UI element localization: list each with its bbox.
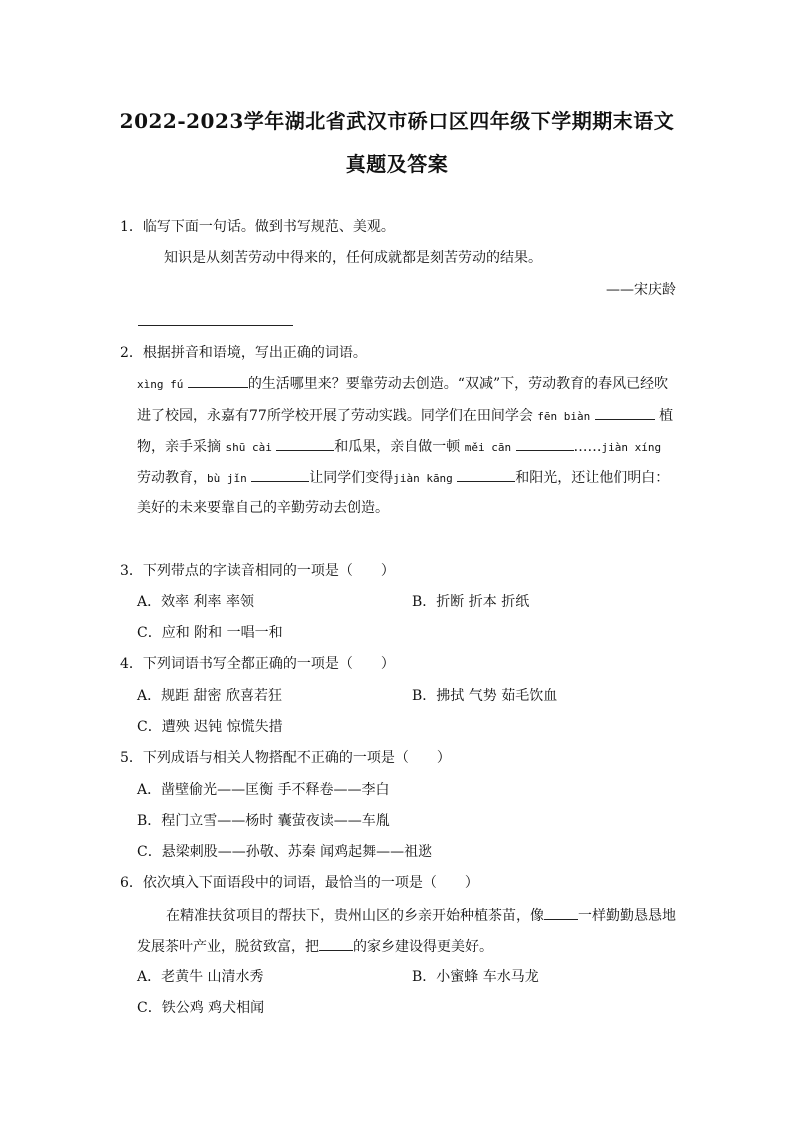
q6-stem: 6．依次填入下面语段中的词语，最恰当的一项是（ ） <box>120 875 479 891</box>
q1-quote: 知识是从刻苦劳动中得来的，任何成就都是刻苦劳动的结果。 <box>164 250 542 266</box>
q3-option-c[interactable]: C．应和 附和 一唱一和 <box>137 625 283 641</box>
q2-line-1-text: 的生活哪里来？要靠劳动去创造。“双减”下，劳动教育的春风已经吹 <box>247 376 669 392</box>
q6-passage-2-text-b: 的家乡建设得更美好。 <box>353 939 493 955</box>
q4-option-a[interactable]: A．规距 甜密 欣喜若狂 <box>137 688 283 704</box>
q5-option-b[interactable]: B．程门立雪——杨时 囊萤夜读——车胤 <box>137 813 390 829</box>
q5-option-a[interactable]: A．凿壁偷光——匡衡 手不释卷——李白 <box>137 782 390 798</box>
q6-passage-2-text-a: 发展茶叶产业，脱贫致富，把 <box>137 939 319 955</box>
answer-blank-4[interactable] <box>516 436 574 451</box>
q2-line-3-text-b: 和瓜果，亲自做一顿 <box>334 439 461 455</box>
pinyin-jianxing: jiàn xíng <box>601 441 662 454</box>
q1-writing-line[interactable] <box>138 325 293 326</box>
q1-author: ——宋庆龄 <box>606 282 676 298</box>
q2-line-4-text-b: 让同学们变得 <box>309 470 394 486</box>
q2-line-4-text-a: 劳动教育， <box>137 470 207 486</box>
pinyin-jiankang: jiàn kāng <box>393 472 453 485</box>
answer-blank-5[interactable] <box>251 467 309 482</box>
q2-stem: 2．根据拼音和语境，写出正确的词语。 <box>120 345 367 361</box>
q6-passage-1-text-b: 一样勤勤恳恳地 <box>578 908 676 924</box>
q1-stem: 1．临写下面一句话。做到书写规范、美观。 <box>120 219 395 235</box>
q5-option-c[interactable]: C．悬梁刺股——孙敬、苏秦 闻鸡起舞——祖逖 <box>137 844 433 860</box>
q4-stem: 4．下列词语书写全都正确的一项是（ ） <box>120 656 395 672</box>
q6-passage-1-text-a: 在精准扶贫项目的帮扶下，贵州山区的乡亲开始种植茶苗，像 <box>166 908 544 924</box>
answer-blank-3[interactable] <box>276 436 334 451</box>
pinyin-xingfu: xìng fú <box>137 378 184 391</box>
answer-blank-1[interactable] <box>188 373 248 388</box>
q6-blank-1[interactable] <box>544 905 578 920</box>
q3-stem: 3．下列带点的字读音相同的一项是（ ） <box>120 563 395 579</box>
q2-line-4-text-c: 和阳光，还让他们明白： <box>515 470 670 486</box>
document-title-line-1: 2022-2023学年湖北省武汉市硚口区四年级下学期期末语文 <box>119 109 675 133</box>
q2-line-2-end: 植 <box>659 408 674 424</box>
q2-line-2 <box>137 405 673 427</box>
pinyin-meican: měi cān <box>464 441 512 454</box>
q2-line-1 <box>137 373 668 395</box>
q4-option-b[interactable]: B．拂拭 气势 茹毛饮血 <box>412 688 558 704</box>
q3-option-a[interactable]: A．效率 利率 率领 <box>137 594 255 610</box>
q2-line-4 <box>137 467 669 489</box>
q2-line-3-text-c: …… <box>573 439 602 455</box>
q2-line-3 <box>137 436 661 458</box>
document-title-line-2: 真题及答案 <box>345 152 449 176</box>
q6-blank-2[interactable] <box>319 936 353 951</box>
pinyin-bujin: bù jǐn <box>207 472 247 485</box>
q6-option-c[interactable]: C．铁公鸡 鸡犬相闻 <box>137 1000 265 1016</box>
pinyin-shucai: shū cài <box>225 441 272 454</box>
q6-passage-line-2 <box>137 936 493 957</box>
pinyin-fenbian: fēn biàn <box>537 410 591 423</box>
q3-option-b[interactable]: B．折断 折本 折纸 <box>412 594 530 610</box>
q2-line-3-text-a: 物，亲手采摘 <box>137 439 221 455</box>
q5-stem: 5．下列成语与相关人物搭配不正确的一项是（ ） <box>120 750 451 766</box>
q2-line-5: 美好的未来要靠自己的辛勤劳动去创造。 <box>137 500 389 516</box>
q6-option-a[interactable]: A．老黄牛 山清水秀 <box>137 969 264 985</box>
answer-blank-2[interactable] <box>595 405 655 420</box>
answer-blank-6[interactable] <box>457 467 515 482</box>
q2-line-2-text: 进了校园，永嘉有77所学校开展了劳动实践。同学们在田间学会 <box>137 408 533 424</box>
q6-passage-line-1 <box>166 905 676 926</box>
q6-option-b[interactable]: B．小蜜蜂 车水马龙 <box>412 969 539 985</box>
q4-option-c[interactable]: C．遭殃 迟钝 惊慌失措 <box>137 719 283 735</box>
